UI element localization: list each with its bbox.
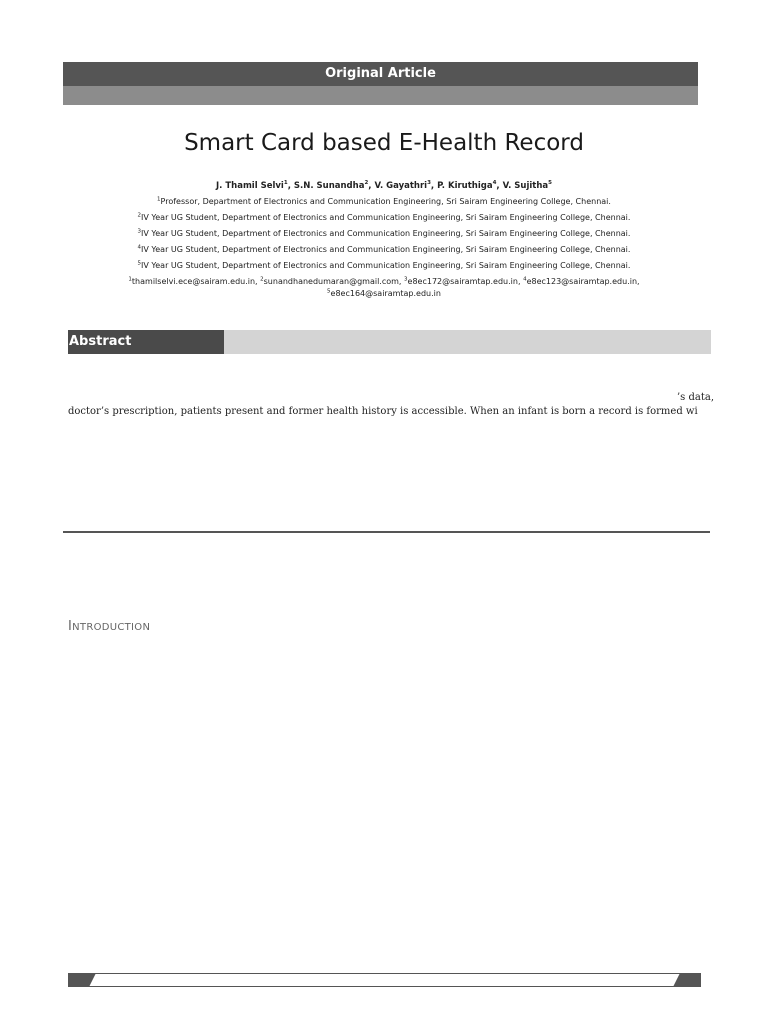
banner-underbar — [63, 86, 698, 105]
article-type-label: Original Article — [325, 66, 436, 81]
email-link[interactable]: thamilselvi.ece@sairam.edu.in, — [131, 277, 258, 286]
email-link[interactable]: e8ec164@sairamtap.edu.in — [330, 289, 441, 298]
author: J. Thamil Selvi — [216, 181, 284, 191]
abstract-heading: Abstract — [68, 330, 224, 354]
email-list-continued: $^5$e8ec164@sairamtap.edu.in — [327, 288, 441, 298]
author: S.N. Sunandha — [293, 181, 365, 191]
author-list: J. Thamil Selvi$^1$, S.N. Sunandha$^2$, V. Gayathri$^3$, P. Kiruthiga$^4$, V. Sujitha$^5$ — [216, 180, 552, 191]
section-divider — [63, 531, 710, 533]
affiliation: $^1$Professor, Department of Electronics and Communication Engineering, Sri Sairam Engineering College, Chennai. — [157, 196, 611, 206]
email-list: $^1$thamilselvi.ece@sairam.edu.in, $^2$sunandhanedumaran@gmail.com, $^3$e8ec172@sairamtap.edu.in, $^4$e8ec123@sairamtap.edu.in, — [128, 276, 640, 286]
section-heading: INTRODUCTION — [68, 619, 151, 634]
footer-ornament — [68, 973, 701, 987]
affiliation: $^3$IV Year UG Student, Department of Electronics and Communication Engineering, Sri Sairam Engineering College, Chennai. — [137, 228, 631, 238]
affiliation: $^5$IV Year UG Student, Department of Electronics and Communication Engineering, Sri Sairam Engineering College, Chennai. — [137, 260, 631, 270]
author: V. Sujitha — [502, 181, 549, 191]
page-footer-bar — [68, 972, 701, 986]
email-link[interactable]: e8ec123@sairamtap.edu.in, — [526, 277, 640, 286]
affiliation: $^4$IV Year UG Student, Department of Electronics and Communication Engineering, Sri Sairam Engineering College, Chennai. — [137, 244, 631, 254]
article-type-banner — [63, 62, 698, 86]
abstract-text-fragment: ’s data, — [677, 392, 715, 403]
author: V. Gayathri — [374, 181, 428, 191]
email-link[interactable]: sunandhanedumaran@gmail.com, — [263, 277, 402, 286]
email-link[interactable]: e8ec172@sairamtap.edu.in, — [407, 277, 521, 286]
paper-title: Smart Card based E-Health Record — [184, 130, 584, 156]
author: P. Kiruthiga — [437, 181, 493, 191]
affiliation: $^2$IV Year UG Student, Department of Electronics and Communication Engineering, Sri Sairam Engineering College, Chennai. — [137, 212, 631, 222]
abstract-text-line: doctor’s prescription, patients present and former health history is accessible. When an infant is born a record is formed wi — [68, 406, 698, 417]
